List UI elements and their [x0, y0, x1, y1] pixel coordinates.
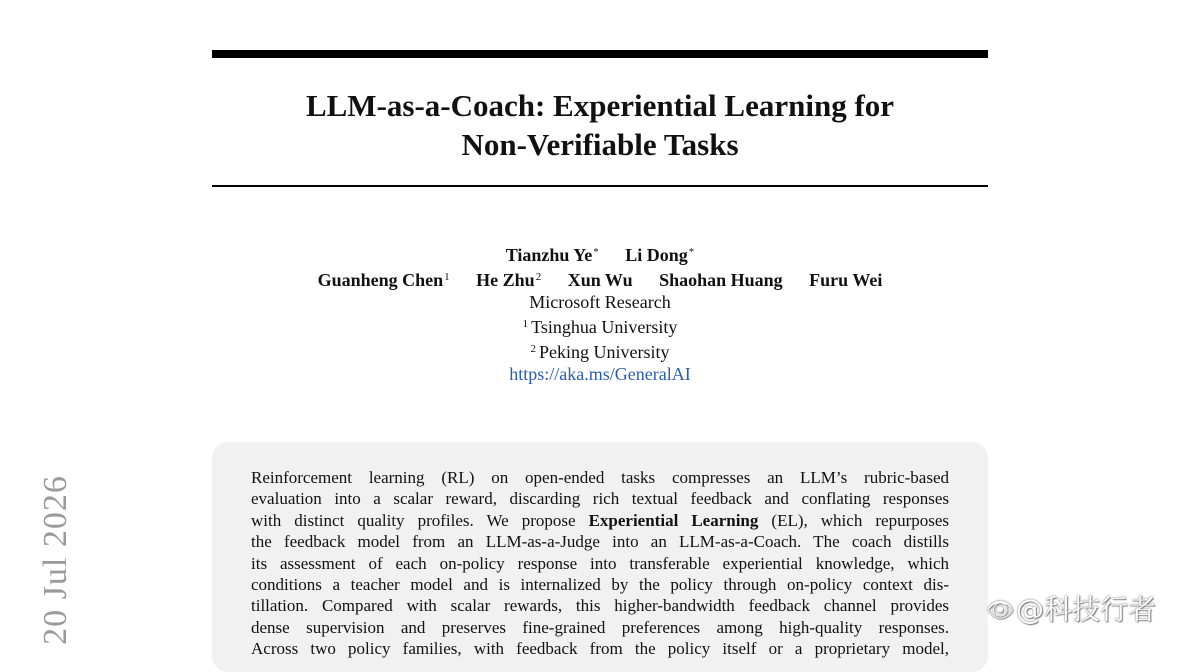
abstract-emphasis: Experiential Learning — [588, 510, 759, 530]
abstract-line — [251, 638, 949, 659]
arxiv-side-stamp: 20 Jul 2026 — [37, 475, 74, 645]
author-name-text: Guanheng Chen — [317, 270, 444, 290]
author-row-2 — [212, 266, 988, 291]
author-name — [476, 266, 541, 291]
affiliation — [212, 338, 988, 363]
author-name-text: Shaohan Huang — [659, 270, 783, 290]
author-block — [212, 241, 988, 385]
abstract-line — [251, 510, 949, 531]
title-rule — [212, 185, 988, 187]
abstract-text-run: its assessment of each on-policy response into transferable experiential knowledge, which — [251, 553, 949, 573]
abstract-text — [251, 467, 949, 660]
abstract-line — [251, 488, 949, 509]
watermark — [986, 588, 1156, 628]
author-name-text: Furu Wei — [809, 270, 883, 290]
abstract-line — [251, 553, 949, 574]
affiliation — [212, 313, 988, 338]
author-mark: * — [688, 246, 695, 258]
author-name — [318, 266, 450, 291]
affiliation-name: Microsoft Research — [529, 292, 671, 312]
author-name-text: Tianzhu Ye — [505, 245, 593, 265]
paper-title — [212, 86, 988, 164]
author-name — [809, 269, 882, 291]
author-mark: * — [593, 246, 599, 258]
top-rule — [212, 50, 988, 58]
abstract-line — [251, 595, 949, 616]
author-name-text: He Zhu — [476, 270, 535, 290]
abstract-text-run: Reinforcement learning (RL) on open-ended tasks compresses an LLM’s rubric-based — [251, 468, 949, 487]
affiliation-name: Peking University — [539, 342, 670, 362]
author-row-1 — [212, 241, 988, 266]
abstract-text-run: with distinct quality profiles. We propose — [251, 510, 589, 530]
affiliation-name: Tsinghua University — [531, 317, 678, 337]
author-name — [625, 241, 694, 266]
abstract-text-run: the feedback model from an LLM-as-a-Judge into an LLM-as-a-Coach. The coach distills — [251, 532, 949, 552]
abstract-line — [251, 531, 949, 552]
author-name — [568, 269, 633, 291]
watermark-text: @科技行者 — [1015, 593, 1156, 626]
author-mark: 2 — [535, 271, 542, 283]
author-name-text: Xun Wu — [567, 270, 633, 290]
abstract-text-run: conditions a teacher model and is internalized by the policy through on-policy context dis- — [251, 575, 949, 595]
title-line: LLM-as-a-Coach: Experiential Learning for — [305, 88, 895, 123]
affiliation-mark: 1 — [522, 318, 529, 330]
author-mark: 1 — [444, 271, 450, 283]
author-name — [659, 269, 783, 291]
title-line: Non-Verifiable Tasks — [461, 127, 739, 162]
abstract-line — [251, 467, 949, 488]
author-name-text: Li Dong — [625, 245, 688, 265]
abstract-text-run: dense supervision and preserves fine-grained preferences among high-quality responses. — [251, 617, 949, 637]
project-link[interactable]: https://aka.ms/GeneralAI — [509, 364, 691, 384]
abstract-line — [251, 617, 949, 638]
weibo-icon: 👁 — [986, 598, 1014, 623]
abstract-line — [251, 574, 949, 595]
abstract-text-run: tillation. Compared with scalar rewards, this higher-bandwidth feedback channel provides — [251, 596, 949, 616]
abstract-text-run: evaluation into a scalar reward, discarding rich textual feedback and conflating responses — [251, 489, 949, 509]
abstract-text-run: Across two policy families, with feedback from the policy itself or a proprietary model, — [251, 639, 949, 659]
abstract-text-run: (EL), which repurposes — [758, 510, 950, 530]
affiliation — [212, 291, 988, 313]
affiliation-mark: 2 — [530, 343, 536, 355]
author-name — [506, 241, 599, 266]
